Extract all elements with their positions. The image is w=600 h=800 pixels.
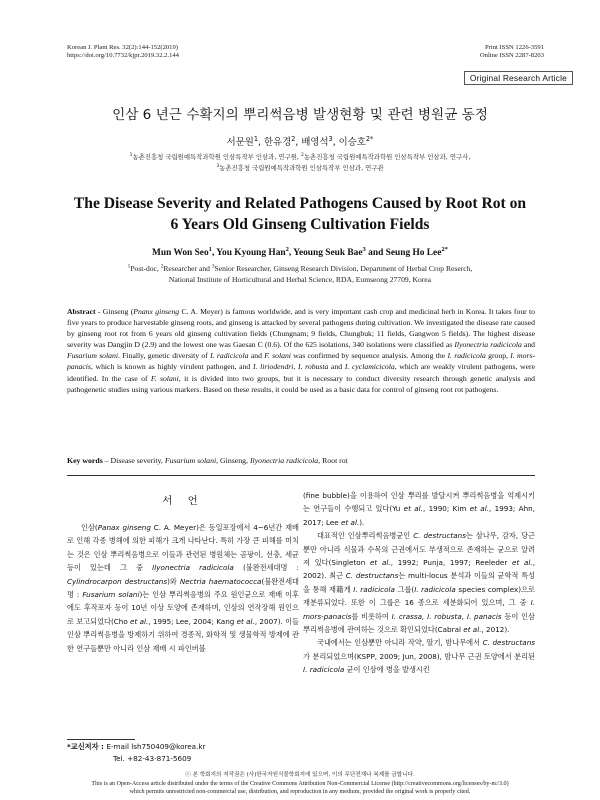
intro-paragraph: 국내에서는 인삼뿐만 아니라 작약, 딸기, 밤나무에서 C. destructans가 분리되었으며(KSPP, 2009; Jun, 2008), 밤나무 근권 토양에서 분리된 I. radicicola 균이 인삼에 병을 발생시킨: [303, 638, 535, 675]
license-line: This is an Open-Access article distributed under the terms of the Creative Commons Attribution Non-Commercial License (http://creativecommons.org/licenses/by-nc/3.0): [91, 781, 509, 787]
abstract-italic: F. solani: [150, 373, 179, 383]
author-name: 한유경: [264, 137, 292, 148]
intro-right-column: [303, 489, 535, 759]
keywords-text: – Disease severity,: [102, 456, 165, 465]
license-notice: [40, 781, 560, 796]
intro-paragraph: 인삼(Panax ginseng C. A. Meyer)은 동일포장에서 4~6년간 재배로 인해 각종 병해에 의한 피해가 크게 나타난다. 특히 가장 큰 피해를 미치는 것은 인삼 뿌리썩음병으로 이들과 관련된 병원체는 곰팡이, 선충, 세균 등이 있는데 그 중 Ilyonectria radicicola (불완전세대명 : Cylindrocarpon destructans)와 Nectria haematococca(불완전세대명 : Fusarium solani)는 인삼 뿌리썩음병의 주요 원인균으로 재배 이후에도 후작포자 등이 10년 이상 토양에 존재하며, 인삼의 연작장해 원인으로 보고되었다(Cho et al., 1995; Lee, 2004; Kang et al., 2007). 이들 인삼 뿌리썩음병을 방제하기 위하여 경종적, 화학적 및 생물학적 방제에 관한 연구들뿐만 아니라 인삼 재배 시 파인버블: [67, 523, 299, 653]
keywords-italic: Fusarium solani: [164, 456, 217, 465]
aff-sup: 2: [301, 152, 304, 158]
keywords: [67, 456, 535, 465]
abstract-italic: I. cyclamicicola: [344, 362, 395, 372]
abstract-text: , which are weakly virulent pathogens, were identified. In the case of: [67, 362, 535, 383]
author-name: Yeoung Seuk Bae: [293, 248, 363, 258]
korean-aff-line1: [60, 152, 540, 163]
abstract-italic: I. radicicola: [210, 351, 249, 361]
english-title-line: The Disease Severity and Related Pathogens Caused by Root Rot on: [73, 195, 527, 212]
abstract-text: was confirmed by sequence analysis. Among the: [290, 351, 448, 361]
abstract-italic: I. liriodendri, I. robusta: [252, 362, 329, 372]
footnote-email[interactable]: E-mail lsh750409@korea.kr: [106, 742, 206, 751]
aff-text: Researcher and: [163, 264, 212, 273]
intro-paragraph: (fine bubble)을 이용하여 인삼 뿌리를 발달시켜 뿌리썩음병을 억제시키는 연구들이 수행되고 있다(Yu et al., 1990; Kim et al., 1993; Ahn, 2017; Lee et al.).: [303, 491, 535, 527]
article-type-badge: Original Research Article: [464, 71, 573, 85]
aff-text: Senior Researcher, Ginseng Research Division, Department of Herbal Crop Reserch,: [214, 264, 473, 273]
intro-left-column: [67, 521, 299, 735]
author-sup: 1: [208, 245, 212, 253]
license-line: which permits unrestricted non-commercial use, distribution, and reproduction in any medium, provided the original work is properly cited.: [129, 788, 471, 795]
keywords-text: , Ginseng,: [216, 456, 250, 465]
english-title-line: 6 Years Old Ginseng Cultivation Fields: [170, 216, 430, 233]
aff-sup: 1: [129, 152, 133, 158]
aff-sup: 2: [160, 263, 164, 270]
author-sup: 2: [291, 134, 296, 143]
korean-authors: 서문원$^1$, 한유경$^2$, 배영석$^3$, 이승호$^{2*}$: [226, 134, 374, 148]
intro-paragraph: 대표적인 인삼뿌리썩음병균인 C. destructans는 삼나무, 감자, 당근뿐만 아니라 식물과 수목의 근권에서도 부생적으로 존재하는 균으로 알려져 있다(Singleton et al., 1992; Punja, 1997; Reeleder et al., 2002). 최근 C. destructans는 multi-locus 분석과 이들의 균학적 특성을 통해 재籍게 I. radicicola 그룹(I. radicicola species complex)으로 재분류되었다. 또한 이 그룹은 16 종으로 세분화되어 있으며, 그 중 I. mors-panacis를 비롯하여 I. crassa, I. robusta, I. panacis 등이 인삼 뿌리썩음병에 관여하는 것으로 확인되었다(Cabral et al., 2012).: [303, 531, 535, 635]
abstract-text: and: [328, 362, 345, 372]
abstract: [67, 306, 535, 395]
korean-title: 인삼 6 년근 수확지의 뿌리썩음병 발생현황 및 관련 병원균 동정: [112, 107, 488, 123]
author-sup: 2*: [441, 245, 448, 253]
author-sup: 2: [285, 245, 289, 253]
abstract-text: and: [248, 351, 265, 361]
abstract-label: Abstract: [67, 307, 96, 316]
author-name: Mun Won Seo: [152, 248, 209, 258]
aff-sup: 3: [211, 263, 215, 270]
keywords-label: Key words: [67, 456, 103, 465]
author-sup: 2*: [365, 134, 374, 143]
abstract-text: and: [521, 340, 536, 350]
abstract-italic: F. solani: [264, 351, 291, 361]
journal-citation: [67, 44, 179, 60]
abstract-text: , it is divided into two groups, but it is necessary to conduct diversity research through genetic analysis and pathogenetic studies using various markers. Based on these results, it could be used as a basic data for control of ginseng root rot pathogens.: [67, 373, 535, 394]
author-name: 배영석: [301, 137, 329, 148]
corresponding-author-footnote: [67, 741, 206, 765]
section-divider: [67, 475, 535, 476]
footnote-rule: [67, 739, 135, 740]
journal-name: Korean J. Plant Res. 32(2):144-152(2019): [67, 44, 178, 51]
abstract-italic: Ilyonectria radicicola: [454, 340, 522, 350]
keywords-italic: Ilyonectria radicicola: [249, 456, 319, 465]
copyright-notice: ⓒ 본 학회지의 저작권은 (사)한국자원식물학회지에 있으며, 이의 무단전재나 복제를 금합니다.: [185, 772, 415, 778]
aff-text: 농촌진흥청 국립원예특작과학원 인삼특작부 인삼과, 연구사,: [303, 153, 471, 161]
abstract-text: , which is known as highly virulent pathogen, and: [90, 362, 253, 372]
author-name: 이승호: [338, 137, 366, 148]
author-name: Seung Ho Lee: [385, 248, 442, 258]
author-name: 서문원: [226, 137, 254, 148]
aff-text: 농촌진흥청 국립원예특작과학원 인삼특작부 인삼과, 연구관: [219, 164, 384, 172]
aff-text: Post-doc,: [130, 264, 161, 273]
print-issn: Print ISSN 1226-3591: [485, 44, 544, 51]
aff-text: 농촌진흥청 국립원예특작과학원 인삼특작부 인삼과, 연구원,: [132, 153, 299, 161]
english-title: [60, 193, 540, 235]
aff-sup: 3: [216, 163, 220, 169]
abstract-text: - Ginseng (: [95, 307, 134, 316]
abstract-text: group,: [485, 351, 511, 361]
korean-affiliations: [60, 152, 540, 174]
korean-aff-line2: [60, 163, 540, 174]
abstract-italic: I. radicicola: [447, 351, 486, 361]
keywords-text: , Root rot: [318, 456, 348, 465]
author-sup: 3: [328, 134, 333, 143]
english-authors: Mun Won Seo$^1$, You Kyoung Han$^2$, Yeoung Seuk Bae$^3$ and Seung Ho Lee$^{2*}$: [152, 245, 448, 258]
abstract-italic: Fusarium solani: [67, 351, 118, 361]
footnote-label: *교신저자 :: [67, 742, 107, 751]
author-sup: 3: [362, 245, 366, 253]
aff-sup: 1: [127, 263, 131, 270]
abstract-text: . Finally, genetic diversity of: [118, 351, 211, 361]
english-aff-line1: [70, 264, 530, 275]
english-aff-line2: National Institute of Horticultural and Herbal Science, RDA, Eumseong 27709, Korea: [168, 274, 432, 284]
english-affiliations: [70, 264, 530, 285]
author-sup: 1: [253, 134, 259, 143]
doi-link[interactable]: https://doi.org/10.7732/kjpr.2019.32.2.144: [67, 52, 179, 60]
abstract-text: C. A. Meyer) is famous worldwide, and is very important cash crop and medicinal herb in Korea. It takes four to five years to produce harvestable ginseng roots, and ginseng is attacked by several pathogens during cultivation. We investigated the disease rate caused by ginseng root rot from 6 years old ginseng cultivation fields (Chungnam; 9 fields, Chungbuk; 11 fields, Gangwon 5 fields). The highest disease severity was Dangjin D (2.9) and the lowest one was Gaesan C (0.6). Of the 625 isolations, 340 isolations were classified as: [67, 307, 536, 350]
footnote-tel: Tel. +82-43-871-5609: [113, 754, 192, 763]
abstract-italic: I. mors-panacis: [67, 351, 535, 372]
author-name: You Kyoung Han: [216, 248, 286, 258]
abstract-italic: Pnanx ginseng: [133, 307, 180, 316]
issn-block: [480, 44, 544, 60]
section-heading-intro: 서 언: [162, 495, 204, 507]
online-issn: Online ISSN 2287-8203: [479, 52, 544, 60]
